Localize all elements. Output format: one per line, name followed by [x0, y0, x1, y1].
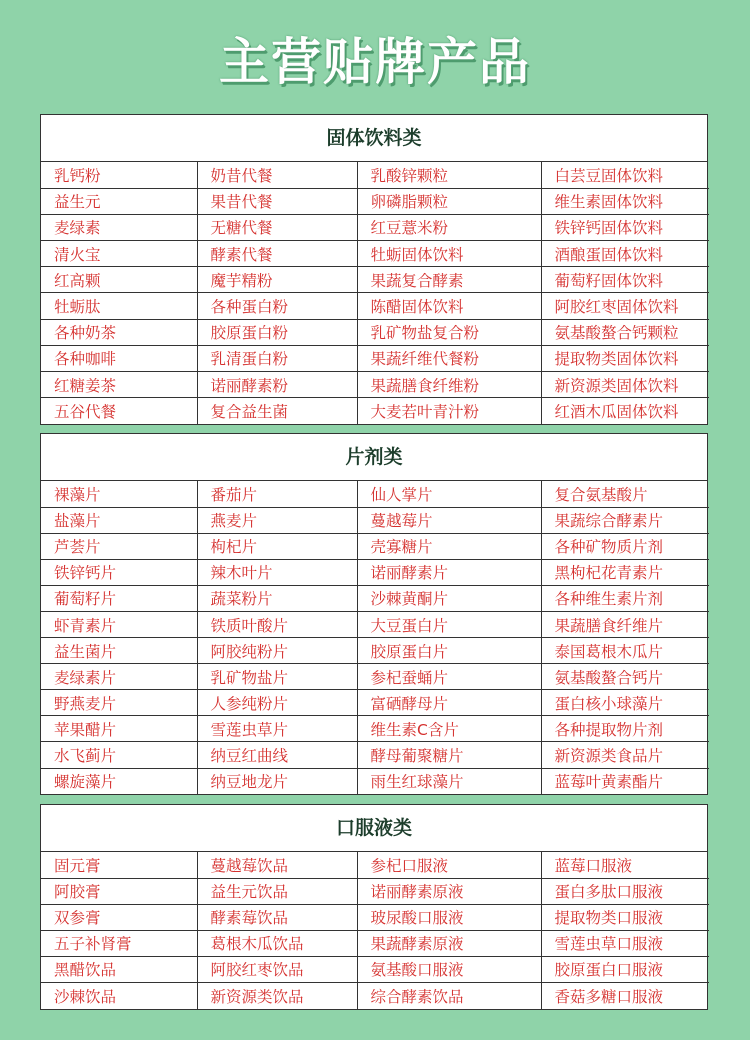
- product-cell: 牡蛎肽: [41, 293, 197, 319]
- product-cell: 酵母葡聚糖片: [357, 742, 541, 768]
- product-cell: 复合氨基酸片: [541, 481, 709, 507]
- table-row: [41, 878, 709, 904]
- product-cell: 果蔬复合酵素: [357, 267, 541, 293]
- product-cell: 芦荟片: [41, 533, 197, 559]
- product-cell: 壳寡糖片: [357, 533, 541, 559]
- product-cell: 各种提取物片剂: [541, 716, 709, 742]
- product-cell: 纳豆红曲线: [197, 742, 357, 768]
- table-row: [41, 904, 709, 930]
- product-cell: 乳矿物盐片: [197, 664, 357, 690]
- table-row: [41, 956, 709, 982]
- product-cell: 维生素C含片: [357, 716, 541, 742]
- product-cell: 诺丽酵素原液: [357, 878, 541, 904]
- product-cell: 蓝莓叶黄素酯片: [554, 773, 664, 792]
- product-cell: 铁锌钙片: [41, 559, 197, 585]
- product-table: [41, 852, 709, 1009]
- product-cell: 果蔬膳食纤维粉: [357, 372, 541, 398]
- product-cell: 果蔬纤维代餐粉: [357, 345, 541, 371]
- product-cell: 雨生红球藻片: [357, 768, 541, 794]
- section-title: 固体饮料类: [41, 115, 707, 162]
- product-cell: 大麦若叶青汁粉: [357, 398, 541, 424]
- table-row: [41, 585, 709, 611]
- table-row: [41, 930, 709, 956]
- product-cell: 五子补肾膏: [41, 930, 197, 956]
- product-cell: 固元膏: [41, 852, 197, 878]
- product-cell: 氨基酸螯合钙片: [541, 664, 709, 690]
- product-cell: 阿胶膏: [41, 878, 197, 904]
- product-cell: 乳矿物盐复合粉: [357, 319, 541, 345]
- table-row: [41, 507, 709, 533]
- table-row: [41, 559, 709, 585]
- product-cell: 果蔬膳食纤维片: [541, 611, 709, 637]
- product-cell: 蔬菜粉片: [197, 585, 357, 611]
- product-table: [41, 162, 709, 424]
- product-cell: 维生素固体饮料: [541, 188, 709, 214]
- product-cell: 参杞口服液: [357, 852, 541, 878]
- product-cell: 苹果醋片: [41, 716, 197, 742]
- product-cell: 酵素代餐: [197, 241, 357, 267]
- product-cell: 枸杞片: [197, 533, 357, 559]
- product-cell: 白芸豆固体饮料: [541, 162, 709, 188]
- product-cell: 麦绿素: [41, 214, 197, 240]
- product-cell: 纳豆地龙片: [197, 768, 357, 794]
- product-cell: 红酒木瓜固体饮料: [554, 403, 679, 422]
- product-cell: 玻尿酸口服液: [357, 904, 541, 930]
- product-cell: 酵素莓饮品: [197, 904, 357, 930]
- table-row: [41, 319, 709, 345]
- product-cell: 雪莲虫草片: [197, 716, 357, 742]
- product-cell: 新资源类固体饮料: [541, 372, 709, 398]
- product-cell: 葡萄籽固体饮料: [541, 267, 709, 293]
- product-cell: 氨基酸口服液: [357, 956, 541, 982]
- section-oral-liquids: [40, 804, 708, 1010]
- product-cell: 香菇多糖口服液: [554, 987, 664, 1006]
- product-cell: 诺丽酵素片: [357, 559, 541, 585]
- product-cell: 红豆薏米粉: [357, 214, 541, 240]
- product-cell: 蛋白多肽口服液: [541, 878, 709, 904]
- product-cell: 新资源类饮品: [197, 982, 357, 1008]
- table-row: [41, 372, 709, 398]
- product-cell: 陈醋固体饮料: [357, 293, 541, 319]
- product-cell: 雪莲虫草口服液: [541, 930, 709, 956]
- section-title: 片剂类: [41, 434, 707, 481]
- product-cell: 复合益生菌: [197, 398, 357, 424]
- product-cell: 综合酵素饮品: [357, 982, 541, 1008]
- product-cell: 益生元饮品: [197, 878, 357, 904]
- product-cell: 乳酸锌颗粒: [357, 162, 541, 188]
- product-cell: 蔓越莓饮品: [197, 852, 357, 878]
- table-row: [41, 241, 709, 267]
- product-cell: 螺旋藻片: [41, 768, 197, 794]
- product-cell: 胶原蛋白口服液: [541, 956, 709, 982]
- product-cell: 各种维生素片剂: [541, 585, 709, 611]
- section-title: 口服液类: [41, 805, 707, 852]
- section-solid-drinks: [40, 114, 708, 425]
- product-cell: 提取物类固体饮料: [541, 345, 709, 371]
- table-row: [41, 481, 709, 507]
- product-cell: 提取物类口服液: [541, 904, 709, 930]
- product-cell: 铁质叶酸片: [197, 611, 357, 637]
- product-cell: 大豆蛋白片: [357, 611, 541, 637]
- product-cell: 胶原蛋白片: [357, 638, 541, 664]
- table-row: [41, 345, 709, 371]
- product-cell: 胶原蛋白粉: [197, 319, 357, 345]
- product-cell: 阿胶纯粉片: [197, 638, 357, 664]
- table-row: [41, 188, 709, 214]
- product-cell: 果蔬酵素原液: [357, 930, 541, 956]
- product-cell: 乳钙粉: [41, 162, 197, 188]
- product-cell: 铁锌钙固体饮料: [541, 214, 709, 240]
- product-cell: 泰国葛根木瓜片: [541, 638, 709, 664]
- product-cell: 蓝莓口服液: [541, 852, 709, 878]
- table-row: [41, 664, 709, 690]
- product-cell: 麦绿素片: [41, 664, 197, 690]
- product-cell: 果蔬综合酵素片: [541, 507, 709, 533]
- product-cell: 阿胶红枣饮品: [197, 956, 357, 982]
- product-cell: 人参纯粉片: [197, 690, 357, 716]
- table-row: [41, 982, 709, 1008]
- product-cell: 卵磷脂颗粒: [357, 188, 541, 214]
- product-cell: 奶昔代餐: [197, 162, 357, 188]
- product-cell: 野燕麦片: [41, 690, 197, 716]
- product-cell: 双参膏: [41, 904, 197, 930]
- product-cell: 虾青素片: [41, 611, 197, 637]
- product-cell: 参杞蚕蛹片: [357, 664, 541, 690]
- product-cell: 益生元: [41, 188, 197, 214]
- product-cell: 各种蛋白粉: [197, 293, 357, 319]
- product-cell: 红高颗: [41, 267, 197, 293]
- table-row: [41, 690, 709, 716]
- product-cell: 蛋白核小球藻片: [541, 690, 709, 716]
- product-cell: 水飞蓟片: [41, 742, 197, 768]
- product-cell: 蔓越莓片: [357, 507, 541, 533]
- product-cell: 仙人掌片: [357, 481, 541, 507]
- product-cell: 五谷代餐: [41, 398, 197, 424]
- product-cell: 各种矿物质片剂: [541, 533, 709, 559]
- product-cell: 氨基酸螯合钙颗粒: [541, 319, 709, 345]
- product-cell: 果昔代餐: [197, 188, 357, 214]
- product-cell: 红糖姜茶: [41, 372, 197, 398]
- product-cell: 各种奶茶: [41, 319, 197, 345]
- table-row: [41, 398, 709, 424]
- product-cell: 各种咖啡: [41, 345, 197, 371]
- product-cell: 新资源类食品片: [541, 742, 709, 768]
- product-cell: 清火宝: [41, 241, 197, 267]
- product-cell: 番茄片: [197, 481, 357, 507]
- page-title: 主营贴牌产品: [219, 33, 531, 91]
- product-cell: 燕麦片: [197, 507, 357, 533]
- product-cell: 益生菌片: [41, 638, 197, 664]
- product-cell: 牡蛎固体饮料: [357, 241, 541, 267]
- product-cell: 富硒酵母片: [357, 690, 541, 716]
- product-cell: 阿胶红枣固体饮料: [541, 293, 709, 319]
- product-cell: 乳清蛋白粉: [197, 345, 357, 371]
- product-cell: 沙棘黄酮片: [357, 585, 541, 611]
- product-cell: 黑枸杞花青素片: [541, 559, 709, 585]
- table-row: [41, 852, 709, 878]
- product-cell: 黑醋饮品: [41, 956, 197, 982]
- product-cell: 葛根木瓜饮品: [197, 930, 357, 956]
- product-cell: 裸藻片: [41, 481, 197, 507]
- product-cell: 辣木叶片: [197, 559, 357, 585]
- table-row: [41, 611, 709, 637]
- product-cell: 无糖代餐: [197, 214, 357, 240]
- table-row: [41, 533, 709, 559]
- table-row: [41, 214, 709, 240]
- product-cell: 盐藻片: [41, 507, 197, 533]
- product-cell: 沙棘饮品: [41, 982, 197, 1008]
- table-row: [41, 293, 709, 319]
- product-cell: 酒酿蛋固体饮料: [541, 241, 709, 267]
- table-row: [41, 162, 709, 188]
- product-cell: 魔芋精粉: [197, 267, 357, 293]
- table-row: [41, 742, 709, 768]
- table-row: [41, 267, 709, 293]
- table-row: [41, 768, 709, 794]
- table-row: [41, 716, 709, 742]
- product-cell: 诺丽酵素粉: [197, 372, 357, 398]
- section-tablets: [40, 433, 708, 795]
- table-row: [41, 638, 709, 664]
- product-cell: 葡萄籽片: [41, 585, 197, 611]
- product-table: [41, 481, 709, 794]
